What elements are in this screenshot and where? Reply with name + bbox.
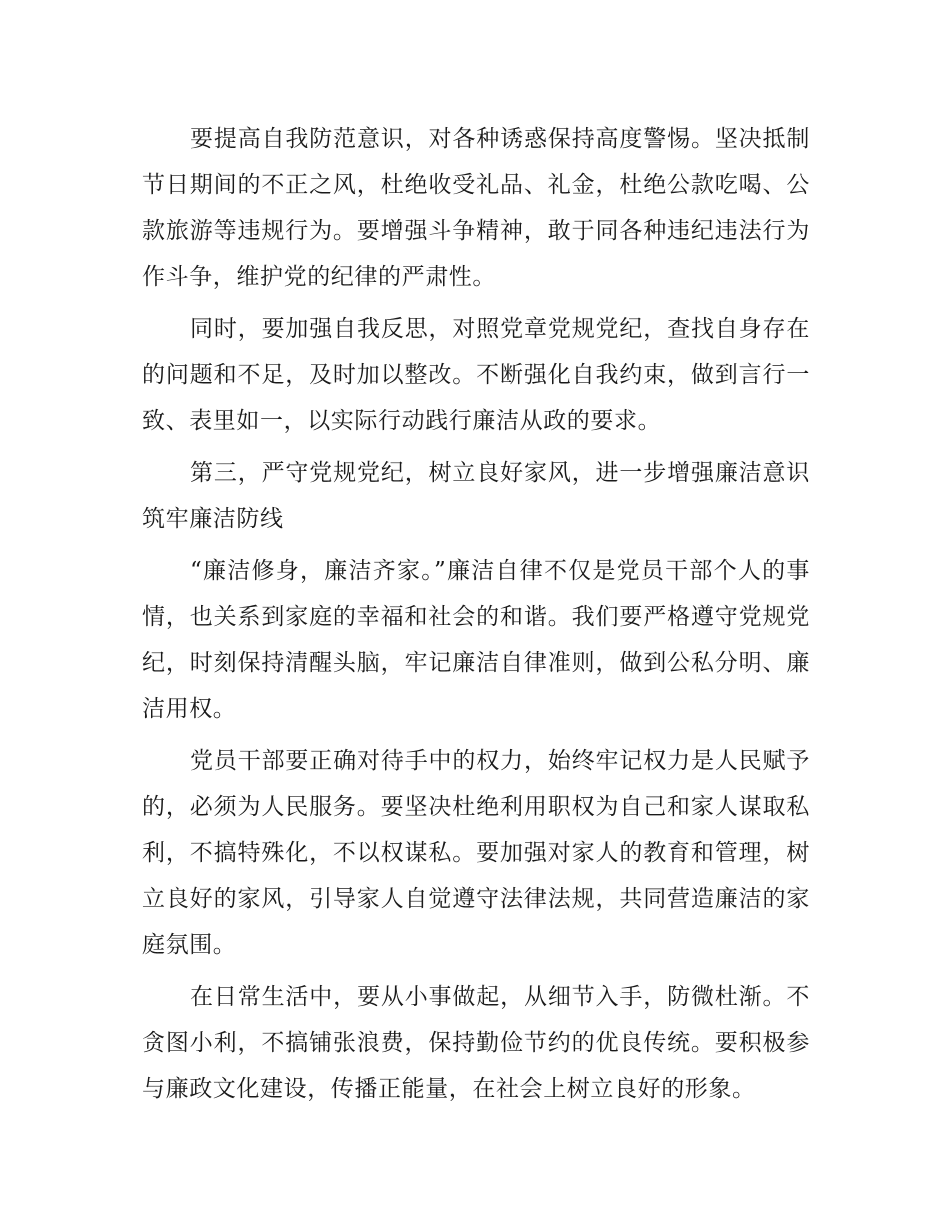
section-heading-3: 第三，严守党规党纪，树立良好家风，进一步增强廉洁意识筑牢廉洁防线 <box>142 460 810 532</box>
paragraph-1: 要提高自我防范意识，对各种诱惑保持高度警惕。坚决抵制节日期间的不正之风，杜绝收受礼品、礼金，杜绝公款吃喝、公款旅游等违规行为。要增强斗争精神，敢于同各种违纪违法行为作斗争，维护党的纪律的严肃性。 <box>142 126 810 290</box>
paragraph-2: 同时，要加强自我反思，对照党章党规党纪，查找自身存在的问题和不足，及时加以整改。不断强化自我约束，做到言行一致、表里如一，以实际行动践行廉洁从政的要求。 <box>142 316 810 434</box>
document-body <box>142 116 810 1112</box>
paragraph-6: 在日常生活中，要从小事做起，从细节入手，防微杜渐。不贪图小利，不搞铺张浪费，保持勤俭节约的优良传统。要积极参与廉政文化建设，传播正能量，在社会上树立良好的形象。 <box>142 984 810 1102</box>
paragraph-5: 党员干部要正确对待手中的权力，始终牢记权力是人民赋予的，必须为人民服务。要坚决杜绝利用职权为自己和家人谋取私利，不搞特殊化，不以权谋私。要加强对家人的教育和管理，树立良好的家风，引导家人自觉遵守法律法规，共同营造廉洁的家庭氛围。 <box>142 748 810 958</box>
paragraph-4: “廉洁修身，廉洁齐家。”廉洁自律不仅是党员干部个人的事情，也关系到家庭的幸福和社会的和谐。我们要严格遵守党规党纪，时刻保持清醒头脑，牢记廉洁自律准则，做到公私分明、廉洁用权。 <box>142 558 810 722</box>
